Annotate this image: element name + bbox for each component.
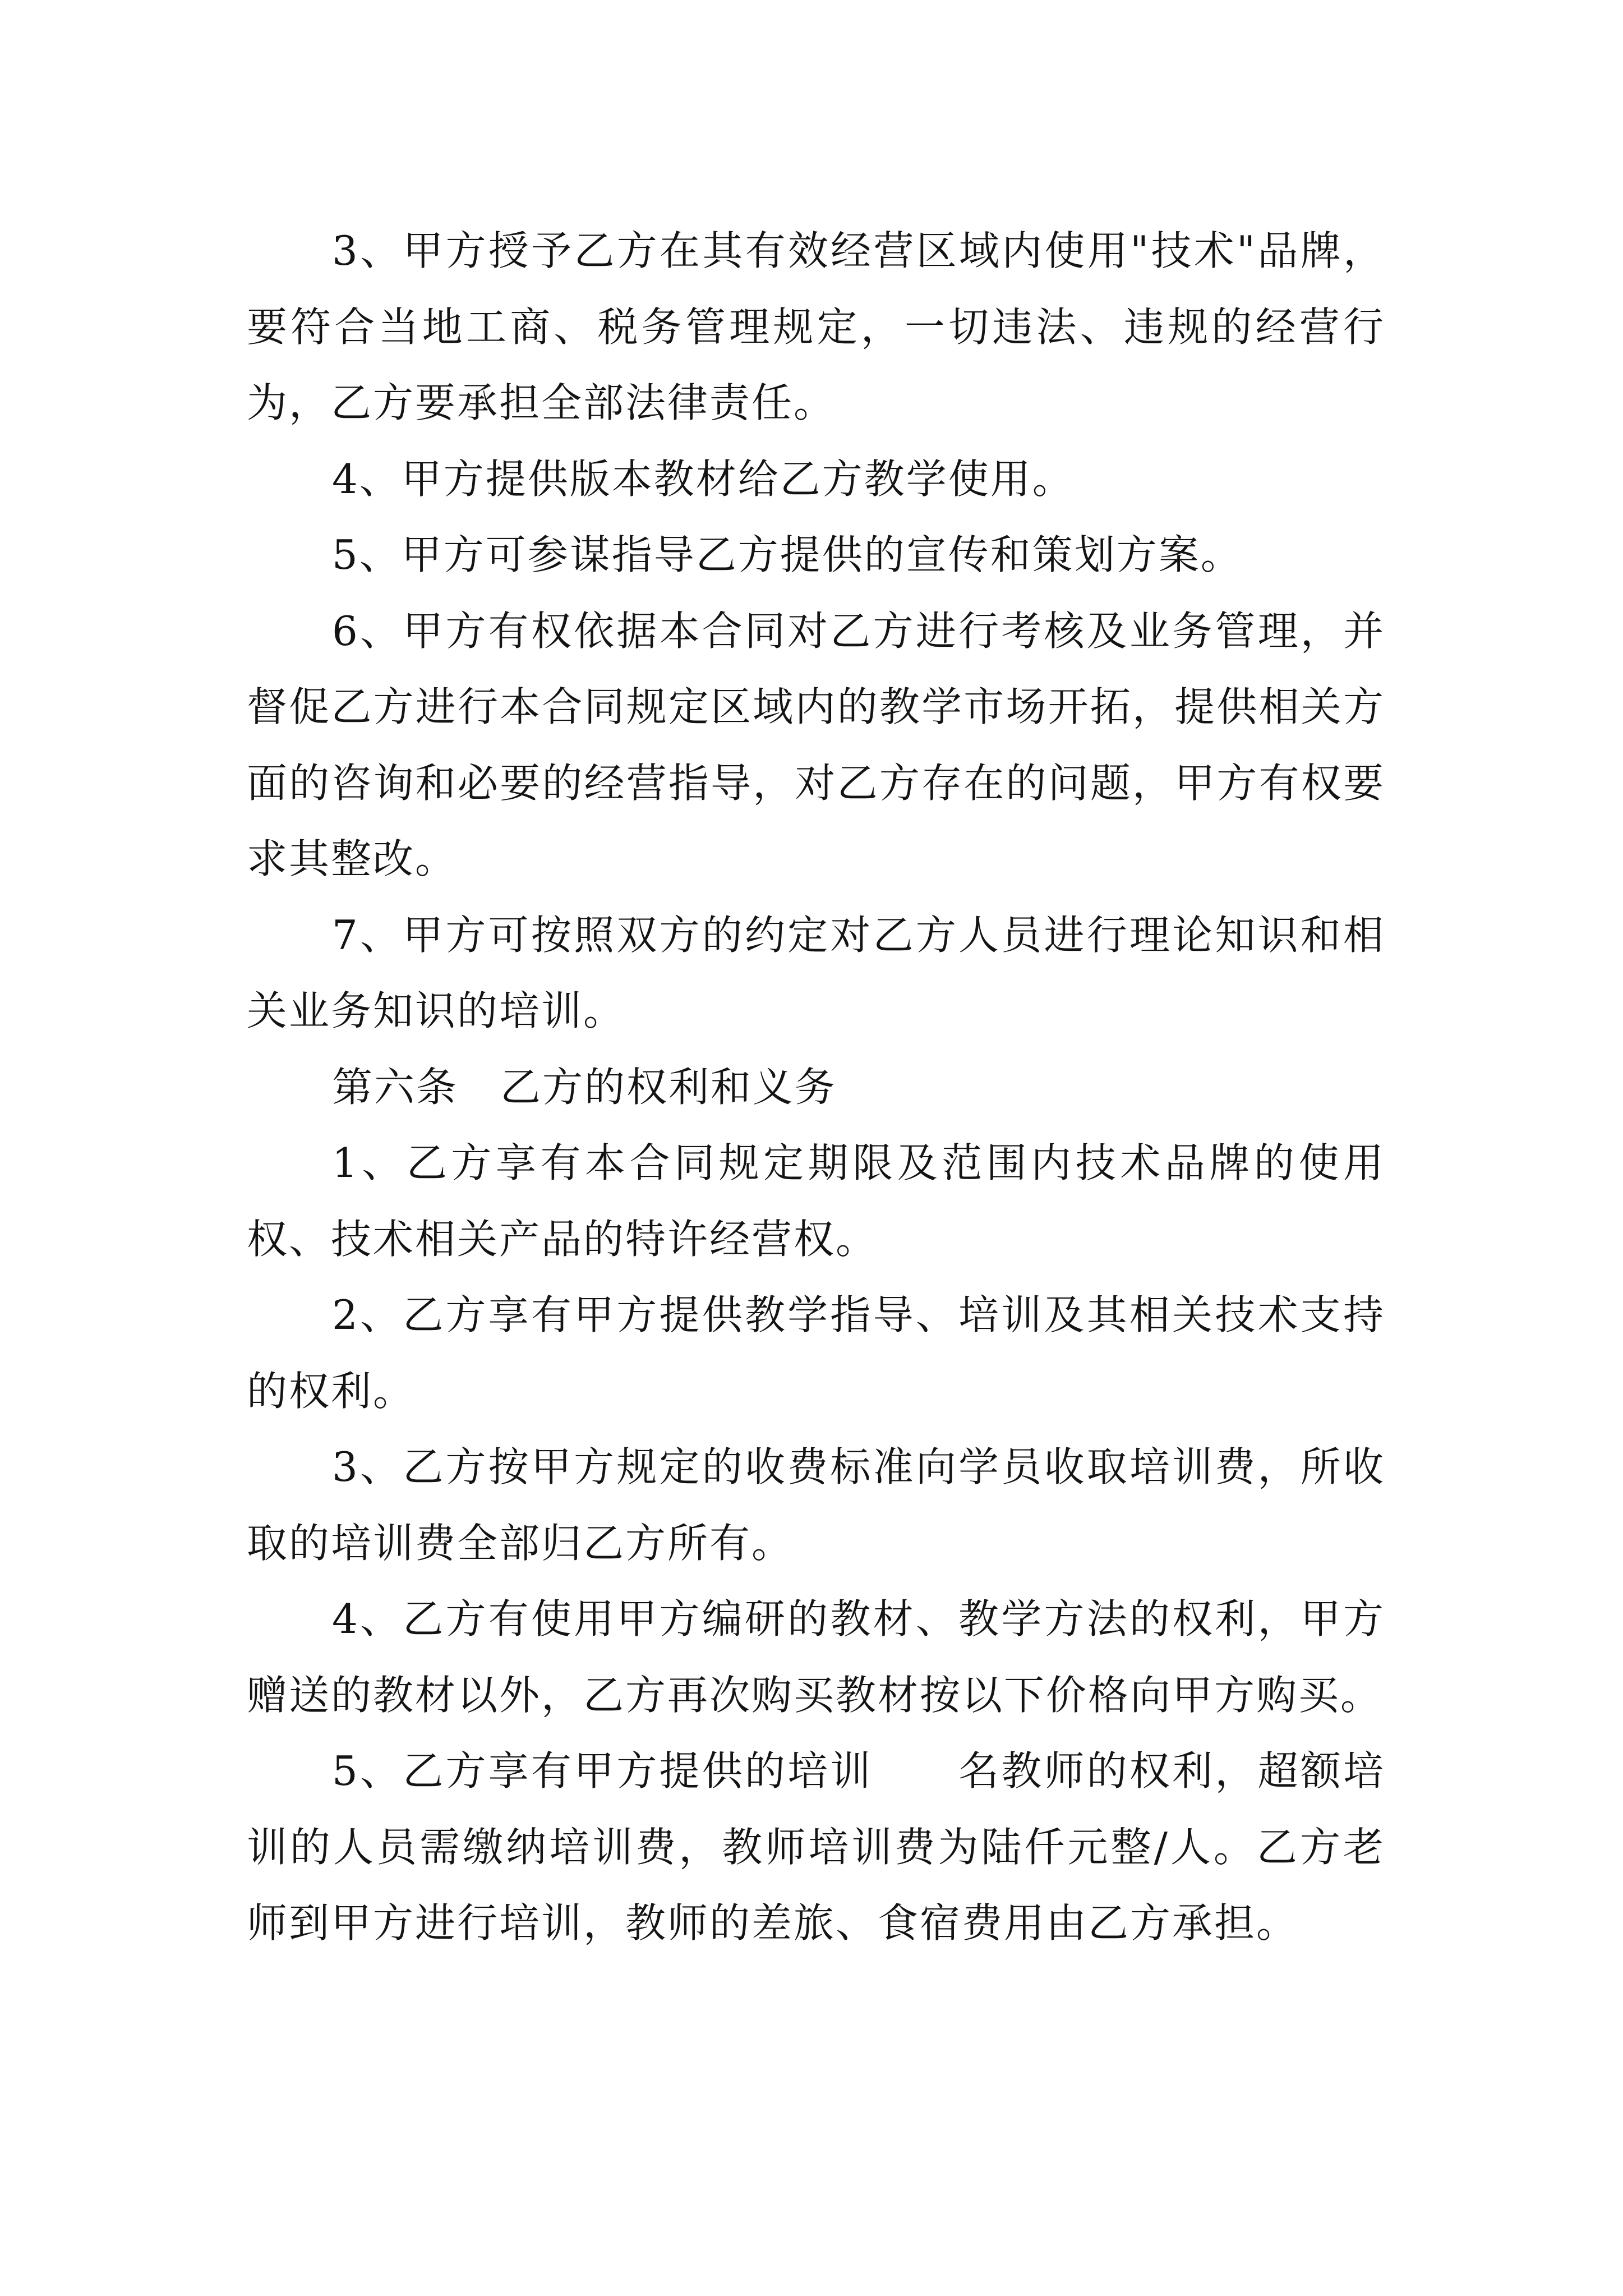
paragraph-b-clause-5: 5、乙方享有甲方提供的培训 名教师的权利，超额培训的人员需缴纳培训费，教师培训费为陆仟元整/人。乙方老师到甲方进行培训，教师的差旅、食宿费用由乙方承担。 [247, 1747, 1385, 1947]
paragraph-clause-5: 5、甲方可参谋指导乙方提供的宣传和策划方案。 [332, 531, 1243, 578]
paragraph-b-clause-4: 4、乙方有使用甲方编研的教材、教学方法的权利，甲方赠送的教材以外，乙方再次购买教材按以下价格向甲方购买。 [247, 1595, 1385, 1719]
paragraph-clause-3: 3、甲方授予乙方在其有效经营区域内使用"技术"品牌，要符合当地工商、税务管理规定，一切违法、违规的经营行为，乙方要承担全部法律责任。 [247, 227, 1385, 426]
paragraph-clause-7: 7、甲方可按照双方的约定对乙方人员进行理论知识和相关业务知识的培训。 [247, 911, 1385, 1034]
document-page [247, 213, 1385, 1962]
paragraph-b-clause-2: 2、乙方享有甲方提供教学指导、培训及其相关技术支持的权利。 [247, 1291, 1385, 1415]
paragraph-b-clause-1: 1、乙方享有本合同规定期限及范围内技术品牌的使用权、技术相关产品的特许经营权。 [247, 1139, 1385, 1263]
paragraph-clause-4: 4、甲方提供版本教材给乙方教学使用。 [332, 455, 1075, 503]
paragraph-clause-6: 6、甲方有权依据本合同对乙方进行考核及业务管理，并督促乙方进行本合同规定区域内的教学市场开拓，提供相关方面的咨询和必要的经营指导，对乙方存在的问题，甲方有权要求其整改。 [247, 607, 1385, 882]
paragraph-b-clause-3: 3、乙方按甲方规定的收费标准向学员收取培训费，所收取的培训费全部归乙方所有。 [247, 1443, 1385, 1567]
section-heading-article-6: 第六条 乙方的权利和义务 [332, 1063, 837, 1111]
